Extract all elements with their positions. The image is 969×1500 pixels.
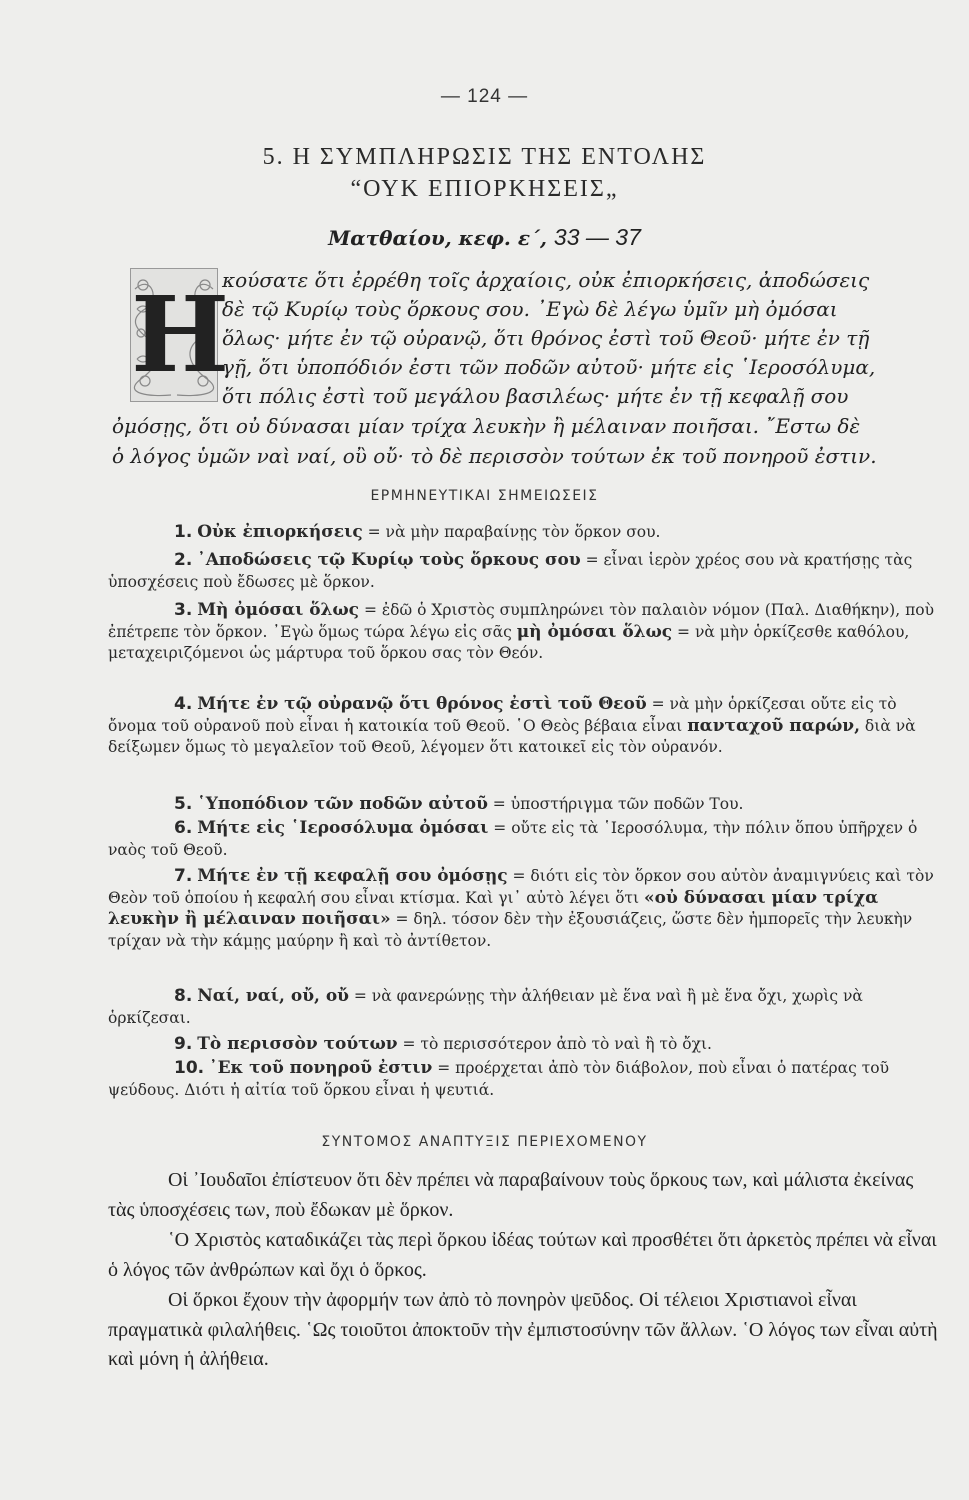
scripture-line: ὁ λόγος ὑμῶν ναὶ ναί, οὒ οὔ· τὸ δὲ περισσὸν τούτων ἐκ τοῦ πονηροῦ ἐστιν. (112, 444, 877, 468)
notes-heading: ΕΡΜΗΝΕΥΤΙΚΑΙ ΣΗΜΕΙΩΣΕΙΣ (370, 488, 599, 504)
note-item: 5. ῾Υποπόδιον τῶν ποδῶν αὐτοῦ = ὑποστήριγμα τῶν ποδῶν Του. (174, 794, 744, 814)
summary-paragraph: ῾Ο Χριστὸς καταδικάζει τὰς περὶ ὅρκου ἰδέας τούτων καὶ προσθέτει ὅτι ἀρκετὸς πρέπει νὰ εἶναι ὁ λόγος τῶν ἀνθρώπων καὶ ὄχι ὁ ὅρκος. (108, 1229, 937, 1281)
note-item: 8. Ναί, ναί, οὔ, οὔ = νὰ φανερώνῃς τὴν ἀλήθειαν μὲ ἕνα ναὶ ἢ μὲ ἕνα ὄχι, χωρὶς νὰ ὁρκίζεσαι. (108, 986, 863, 1027)
reference-verses: 33 — 37 (553, 224, 641, 250)
summary-heading: ΣΥΝΤΟΜΟΣ ΑΝΑΠΤΥΞΙΣ ΠΕΡΙΕΧΟΜΕΝΟΥ (321, 1134, 648, 1150)
note-item: 2. ᾿Αποδώσεις τῷ Κυρίῳ τοὺς ὅρκους σου = εἶναι ἱερὸν χρέος σου νὰ κρατήσῃς τὰς ὑποσχέσεις ποὺ ἔδωσες μὲ ὅρκον. (108, 550, 913, 591)
note-item: 10. ᾿Εκ τοῦ πονηροῦ ἐστιν = προέρχεται ἀπὸ τὸν διάβολον, ποὺ εἶναι ὁ πατέρας τοῦ ψεύδους. Διότι ἡ αἰτία τοῦ ὅρκου εἶναι ἡ ψευτιά. (108, 1058, 890, 1099)
scripture-line: γῇ, ὅτι ὑποπόδιόν ἐστι τῶν ποδῶν αὐτοῦ· μήτε εἰς ῾Ιεροσόλυμα, (222, 355, 876, 379)
note-item: 3. Μὴ ὀμόσαι ὅλως = ἐδῶ ὁ Χριστὸς συμπληρώνει τὸν παλαιὸν νόμον (Παλ. Διαθήκην), ποὺ ἐπέτρεπε τὸν ὅρκον. ᾿Εγὼ ὅμως τώρα λέγω εἰς σᾶς μὴ ὀμόσαι ὅλως = νὰ μὴν ὁρκίζεσθε καθόλου, μεταχειριζόμενοι ὡς μάρτυρα τοῦ ὅρκου σας τὸν Θεόν. (108, 600, 935, 663)
reference-book: Ματθαίου, κεφ. ε΄, (328, 226, 547, 250)
drop-cap-letter: Η (131, 273, 230, 396)
drop-cap-ornament (130, 268, 230, 402)
chapter-title-line1: 5. Η ΣΥΜΠΛΗΡΩΣΙΣ ΤΗΣ ΕΝΤΟΛΗΣ (262, 144, 707, 170)
scripture-line: δὲ τῷ Κυρίῳ τοὺς ὅρκους σου. ᾿Εγὼ δὲ λέγω ὑμῖν μὴ ὀμόσαι (222, 297, 838, 321)
note-item: 1. Οὐκ ἐπιορκήσεις = νὰ μὴν παραβαίνῃς τὸν ὅρκον σου. (174, 522, 661, 542)
note-item: 7. Μήτε ἐν τῇ κεφαλῇ σου ὀμόσῃς = διότι εἰς τὸν ὅρκον σου αὐτὸν ἀναμιγνύεις καὶ τὸν Θεὸν τοῦ ὁποίου ἡ κεφαλή σου εἶναι κτίσμα. Καὶ γι᾿ αὐτὸ λέγει ὅτι «οὐ δύνασαι μίαν τρίχα λευκὴν ἢ μέλαιναν ποιῆσαι» = δηλ. τόσον δὲν τὴν ἐξουσιάζεις, ὥστε δὲν ἠμπορεῖς τὴν λευκὴν τρίχαν νὰ τὴν κάμῃς μαύρην ἢ καὶ τὸ ἀντίθετον. (108, 866, 934, 950)
scripture-reference (0, 224, 969, 251)
scripture-line: κούσατε ὅτι ἐρρέθη τοῖς ἀρχαίοις, οὐκ ἐπιορκήσεις, ἀποδώσεις (222, 268, 870, 292)
scripture-line: ὀμόσῃς, ὅτι οὐ δύνασαι μίαν τρίχα λευκὴν ἢ μέλαιναν ποιῆσαι. ῎Εστω δὲ (112, 414, 861, 438)
page-number: — 124 — (440, 86, 529, 107)
chapter-title-line2: “ΟΥΚ ΕΠΙΟΡΚΗΣΕΙΣ„ (350, 176, 619, 202)
note-item: 6. Μήτε εἰς ῾Ιεροσόλυμα ὀμόσαι = οὔτε εἰς τὰ ῾Ιεροσόλυμα, τὴν πόλιν ὅπου ὑπῆρχεν ὁ ναὸς τοῦ Θεοῦ. (108, 818, 918, 859)
scripture-line: ὅτι πόλις ἐστὶ τοῦ μεγάλου βασιλέως· μήτε ἐν τῇ κεφαλῇ σου (222, 384, 849, 408)
note-item: 4. Μήτε ἐν τῷ οὐρανῷ ὅτι θρόνος ἐστὶ τοῦ Θεοῦ = νὰ μὴν ὁρκίζεσαι οὔτε εἰς τὸ ὄνομα τοῦ οὐρανοῦ ποὺ εἶναι ἡ κατοικία τοῦ Θεοῦ. ῾Ο Θεὸς βέβαια εἶναι πανταχοῦ παρών, διὰ νὰ δείξωμεν ὅμως τὸ μεγαλεῖον τοῦ Θεοῦ, λέγομεν ὅτι κατοικεῖ εἰς τὸν οὐρανόν. (108, 694, 916, 757)
summary-paragraph: Οἱ ᾿Ιουδαῖοι ἐπίστευον ὅτι δὲν πρέπει νὰ παραβαίνουν τοὺς ὅρκους των, καὶ μάλιστα ἐκείνας τὰς ὑποσχέσεις των, ποὺ ἔδωκαν μὲ ὅρκον. (108, 1169, 914, 1221)
scripture-line: ὅλως· μήτε ἐν τῷ οὐρανῷ, ὅτι θρόνος ἐστὶ τοῦ Θεοῦ· μήτε ἐν τῇ (222, 326, 870, 350)
summary-paragraph: Οἱ ὅρκοι ἔχουν τὴν ἀφορμήν των ἀπὸ τὸ πονηρὸν ψεῦδος. Οἱ τέλειοι Χριστιανοὶ εἶναι πραγματικὰ φιλαλήθεις. ῾Ως τοιοῦτοι ἀποκτοῦν τὴν ἐμπιστοσύνην τῶν ἄλλων. ῾Ο λόγος των εἶναι αὐτὴ καὶ μόνη ἡ ἀλήθεια. (108, 1289, 938, 1370)
note-item: 9. Τὸ περισσὸν τούτων = τὸ περισσότερον ἀπὸ τὸ ναὶ ἢ τὸ ὄχι. (174, 1034, 712, 1054)
